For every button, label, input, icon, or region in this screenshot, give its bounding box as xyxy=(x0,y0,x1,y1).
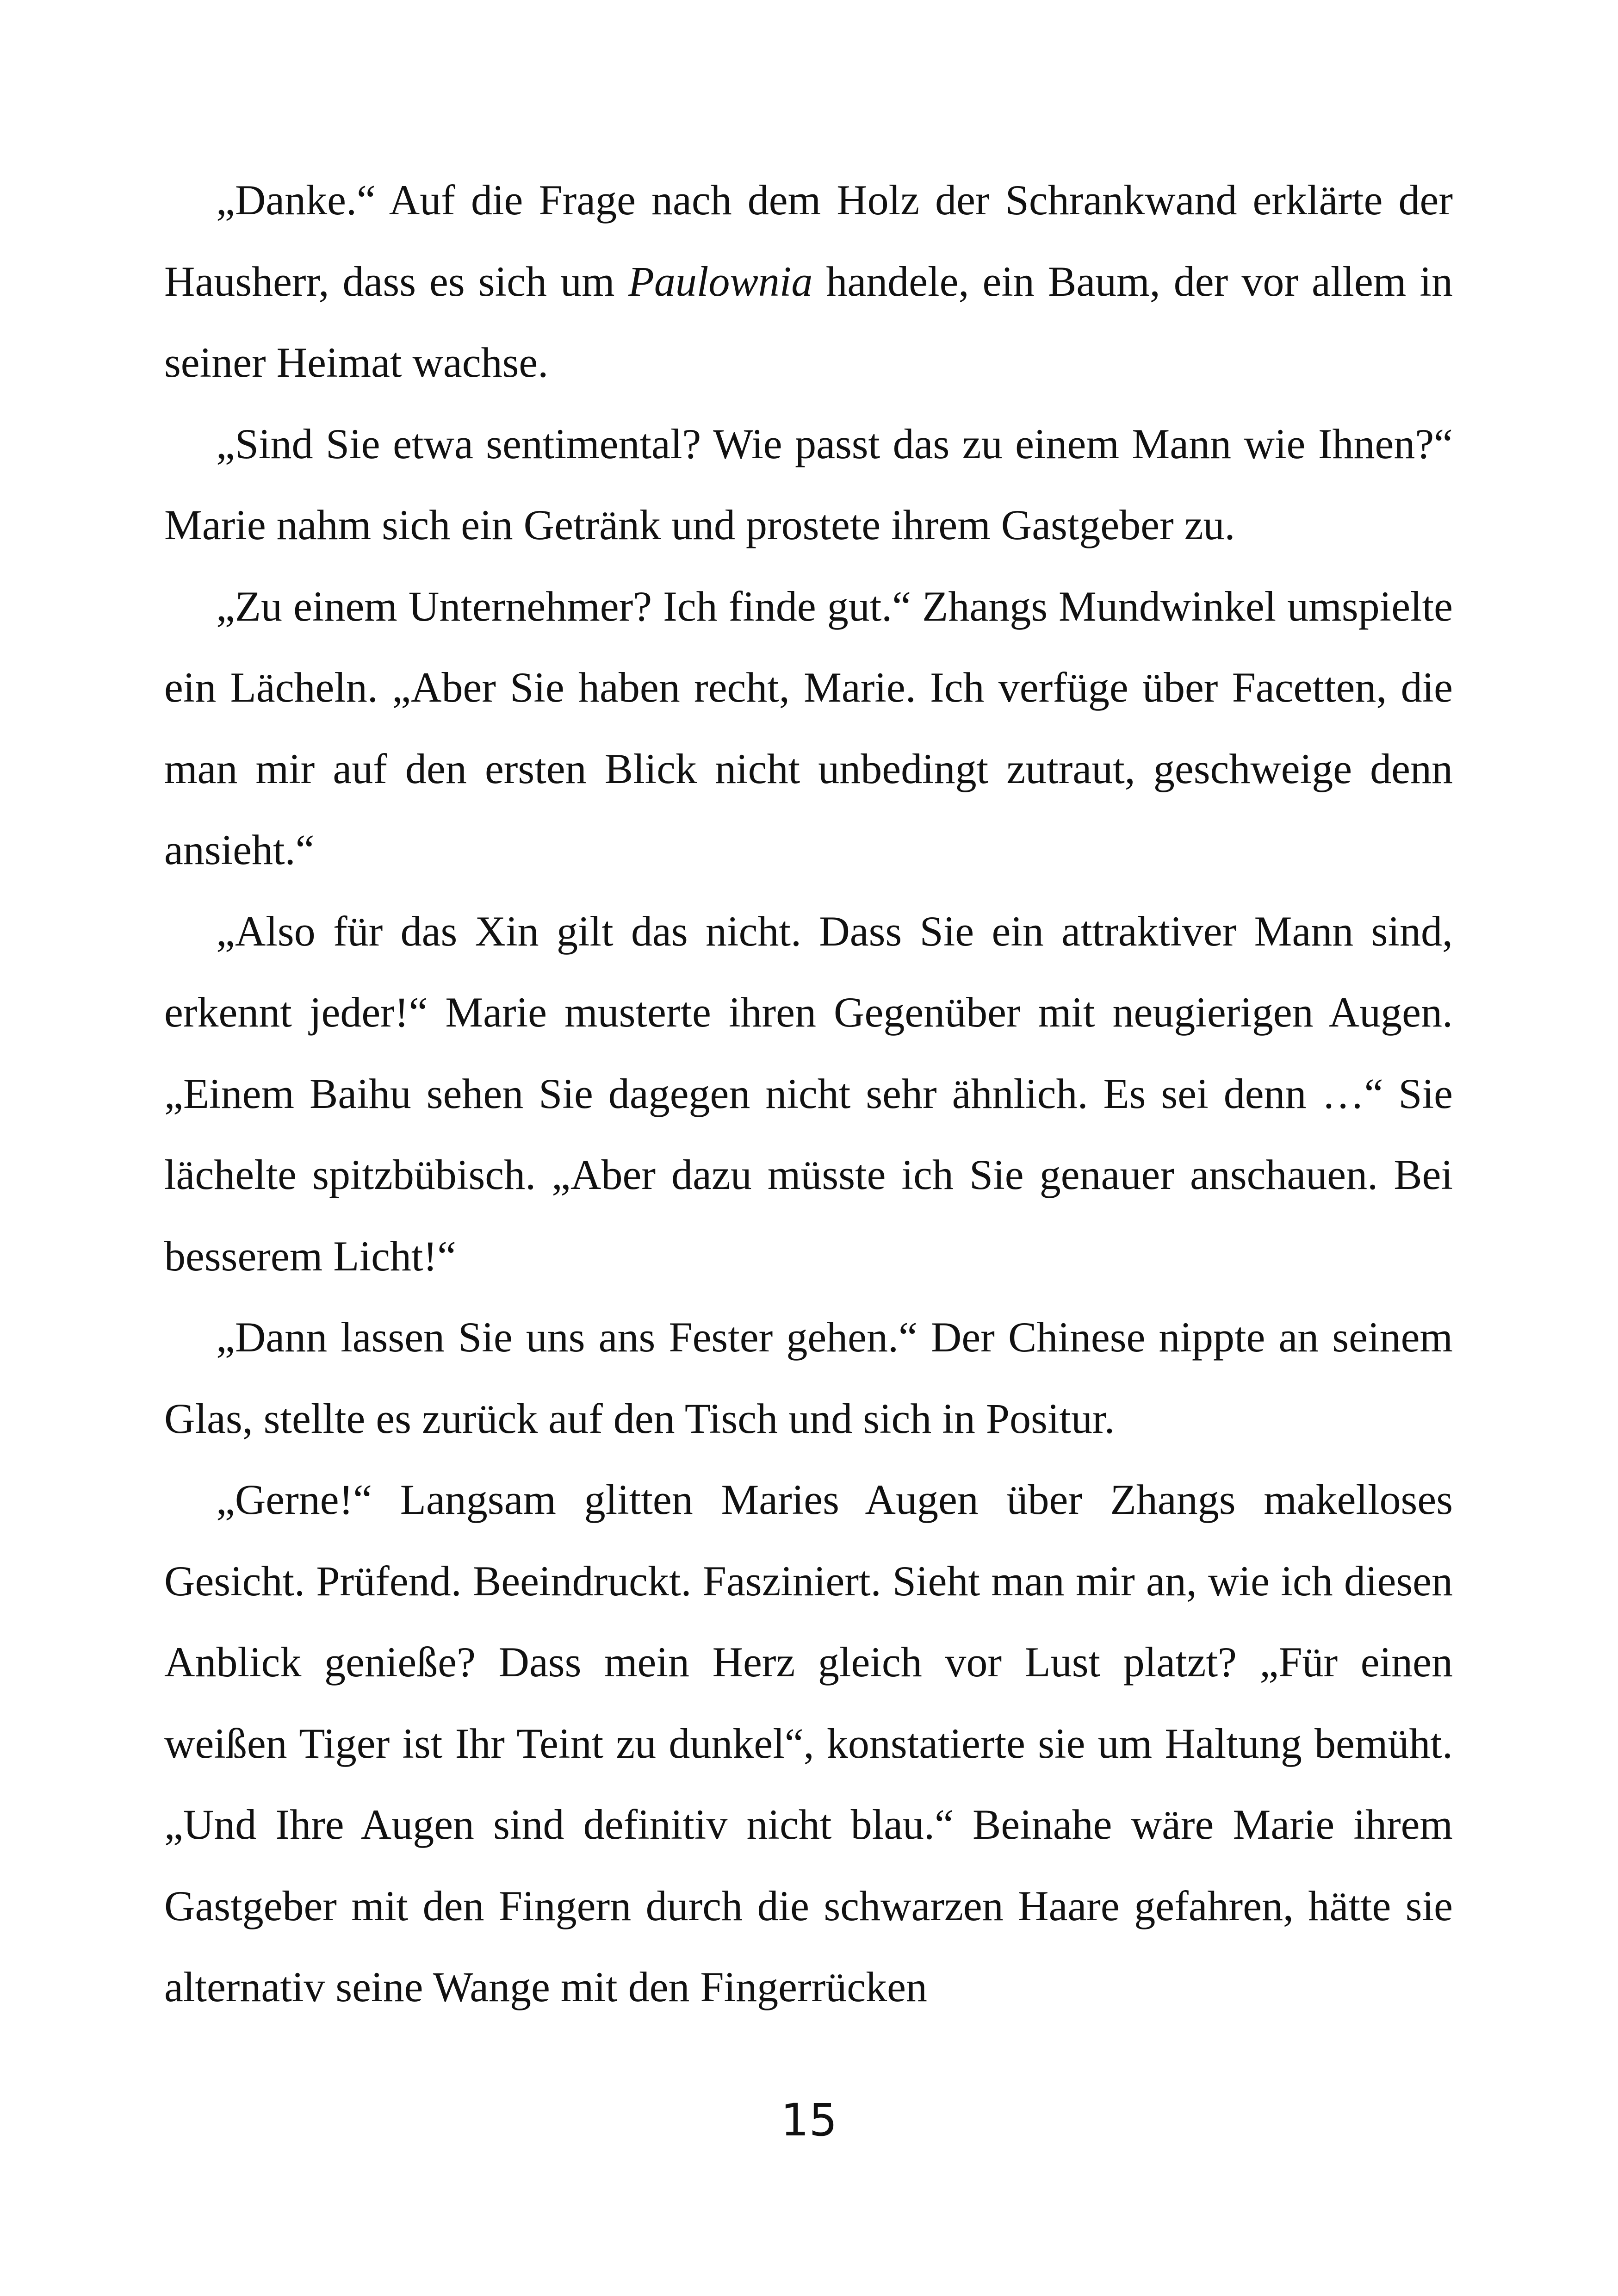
paragraph-5: „Dann lassen Sie uns ans Fester gehen.“ Der Chinese nippte an seinem Glas, stellte es zurück auf den Tisch und sich in Positur. xyxy=(164,1313,1453,1442)
paragraph-4: „Also für das Xin gilt das nicht. Dass Sie ein attraktiver Mann sind, erkennt jeder!“ Marie musterte ihren Gegenüber mit neugierigen Augen. „Einem Baihu sehen Sie dagegen nicht sehr ähnlich. Es sei denn …“ Sie lächelte spitzbübisch. „Aber dazu müsste ich Sie genauer anschauen. Bei besserem Licht!“ xyxy=(164,907,1453,1280)
paragraph-1-text-a: „Danke.“ Auf die Frage nach dem Holz der Schrankwand erklärte der Hausherr, dass es sich um xyxy=(164,176,1453,305)
paragraph-3: „Zu einem Unternehmer? Ich finde gut.“ Zhangs Mundwinkel umspielte ein Lächeln. „Aber Sie haben recht, Marie. Ich verfüge über Facetten, die man mir auf den ersten Blick nicht unbedingt zutraut, geschweige denn ansieht.“ xyxy=(164,582,1453,873)
body-text xyxy=(164,160,1453,2028)
paragraph-2: „Sind Sie etwa sentimental? Wie passt das zu einem Mann wie Ihnen?“ Marie nahm sich ein Getränk und prostete ihrem Gastgeber zu. xyxy=(164,420,1453,548)
paragraph-1-text-b: handele, ein Baum, der vor allem in seiner Heimat wachse. xyxy=(164,257,1453,386)
paragraph-1-italic-term: Paulownia xyxy=(628,257,813,305)
paragraph-1 xyxy=(164,160,1453,404)
page-number: 15 xyxy=(781,2094,837,2146)
paragraph-6: „Gerne!“ Langsam glitten Maries Augen über Zhangs makelloses Gesicht. Prüfend. Beeindruckt. Fasziniert. Sieht man mir an, wie ich diesen Anblick genieße? Dass mein Herz gleich vor Lust platzt? „Für einen weißen Tiger ist Ihr Teint zu dunkel“, konstatierte sie um Haltung bemüht. „Und Ihre Augen sind definitiv nicht blau.“ Beinahe wäre Marie ihrem Gastgeber mit den Fingern durch die schwarzen Haare gefahren, hätte sie alternativ seine Wange mit den Fingerrücken xyxy=(164,1476,1453,2010)
